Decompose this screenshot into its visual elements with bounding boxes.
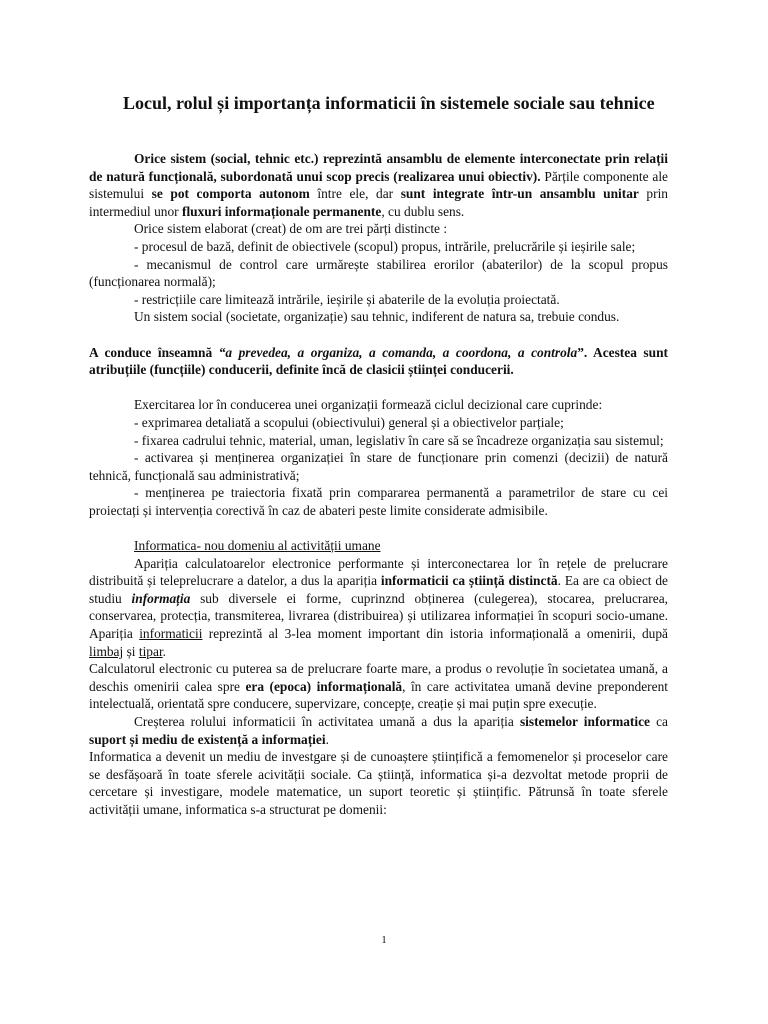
bold-text: sistemelor informatice (519, 714, 650, 729)
paragraph (89, 660, 668, 713)
bold-text: fluxuri informaționale permanente (181, 203, 382, 219)
paragraph-conduct-definition (89, 344, 668, 379)
underlined-text: informaticii (139, 626, 203, 642)
bold-text: se pot comporta autonom (151, 186, 310, 202)
text: . (162, 643, 167, 659)
paragraph (89, 713, 668, 748)
text: . Ea are ca obiect de studiu (89, 573, 668, 606)
list-item: - activarea și menținerea organizației în stare de funcționare prin comenzi (decizii) de natură tehnică, funcțională sau administrativă; (89, 450, 668, 483)
paragraph: Exercitarea lor în conducerea unei organizații formează ciclul decizional care cuprinde: (134, 397, 603, 413)
bold-text: ”. Acestea sunt atribuțiile (funcțiile) conducerii, definite încă de clasicii științei conducerii. (89, 344, 668, 378)
underlined-text: limbaj (89, 643, 124, 659)
document-body (89, 150, 668, 819)
underlined-text: tipar (138, 643, 163, 659)
list-item: - mecanismul de control care urmărește stabilirea erorilor (abaterilor) de la scopul propus (funcționarea normală); (89, 256, 668, 290)
paragraph-system-definition (89, 150, 668, 220)
text: Părțile componente ale sistemului (89, 168, 668, 202)
text: , în care activitatea umană devine preponderent intelectuală, orientată spre conducere, supervizare, concepțe, creație și mai puțin spre execuție. (89, 678, 668, 712)
paragraph: Informatica a devenit un mediu de investgare și de cunoaștere științifică a femomenelor și proceselor care se desfășoară în toate sferele acivității sociale. Ca știință, informatica și-a dezvoltat metode proprii de cercetare și investigare, modele matematice, un suport teoretic și științific. Pătrunsă în toate sferele activității umane, informatica s-a structurat pe domenii: (89, 749, 668, 817)
paragraph: Orice sistem elaborat (creat) de om are trei părți distincte : (134, 221, 448, 237)
bold-text: Orice sistem (social, tehnic etc.) reprezintă ansamblu de elemente interconectate prin relații de natură funcțională, subordonată unui scop precis (realizarea unui obiectiv). (89, 151, 668, 184)
text: Calculatorul electronic cu puterea sa de prelucrare foarte mare, a produs o revoluție în societatea umană, a deschis omenirii calea spre (89, 661, 668, 694)
text: ca (650, 714, 668, 729)
list-item: - restricțiile care limitează intrările, ieșirile și abaterile de la evoluția proiectată. (134, 291, 560, 307)
page-title: Locul, rolul și importanța informaticii în sistemele sociale sau tehnice (123, 93, 655, 113)
bold-italic-text: “a prevedea, a organiza, a comanda, a coordona, a controla (218, 344, 578, 360)
list-item: - fixarea cadrului tehnic, material, uman, legislativ în care să se încadreze organizația sau sistemul; (134, 432, 664, 448)
bold-italic-text: informația (131, 590, 191, 606)
bold-text: era (epoca) informațională (245, 678, 403, 694)
text: Apariția calculatoarelor electronice performante și interconectarea lor în rețele de prelucrare distribuită și teleprelucrare a datelor, a dus la apariția (89, 555, 668, 589)
text: , cu dublu sens. (381, 203, 465, 219)
text: sub diversele ei forme, cuprinznd obținerea (culegerea), stocarea, prelucrarea, conservarea, protecția, transmiterea, livrarea (distribuirea) și utilizarea informației în scopuri socio-umane. Apariția (89, 590, 668, 642)
list-item: - procesul de bază, definit de obiectivele (scopul) propus, intrările, prelucrările și ieșirile sale; (134, 238, 636, 254)
text: și (123, 643, 139, 659)
list-item: - exprimarea detaliată a scopului (obiectivului) general și a obiectivelor parțiale; (134, 414, 564, 430)
page-number: 1 (381, 934, 387, 946)
paragraph: Un sistem social (societate, organizație) sau tehnic, indiferent de natura sa, trebuie condus. (134, 309, 620, 325)
text: prin intermediul unor (89, 186, 668, 219)
bold-text: sunt integrate într-un ansamblu unitar (400, 186, 639, 202)
text: între ele, dar (309, 186, 401, 202)
paragraph (89, 555, 668, 661)
section-heading-text: Informatica- nou domeniu al activității umane (134, 538, 381, 554)
bold-text: informaticii ca știință distinctă (380, 573, 558, 589)
bold-text: suport și mediu de existență a informației (89, 731, 326, 747)
section-heading (89, 537, 668, 555)
text: . (325, 731, 329, 747)
text: reprezintă al 3-lea moment important din istoria informațională a omenirii, după (202, 626, 668, 642)
list-item: - menținerea pe traiectoria fixată prin compararea permanentă a parametrilor de stare cu cei proiectați și intervenția corectivă în caz de abateri peste limite considerate admisibile. (89, 485, 668, 518)
text: Creșterea rolului informaticii în activitatea umană a dus la apariția (134, 714, 520, 729)
bold-text: A conduce înseamnă (89, 344, 219, 360)
